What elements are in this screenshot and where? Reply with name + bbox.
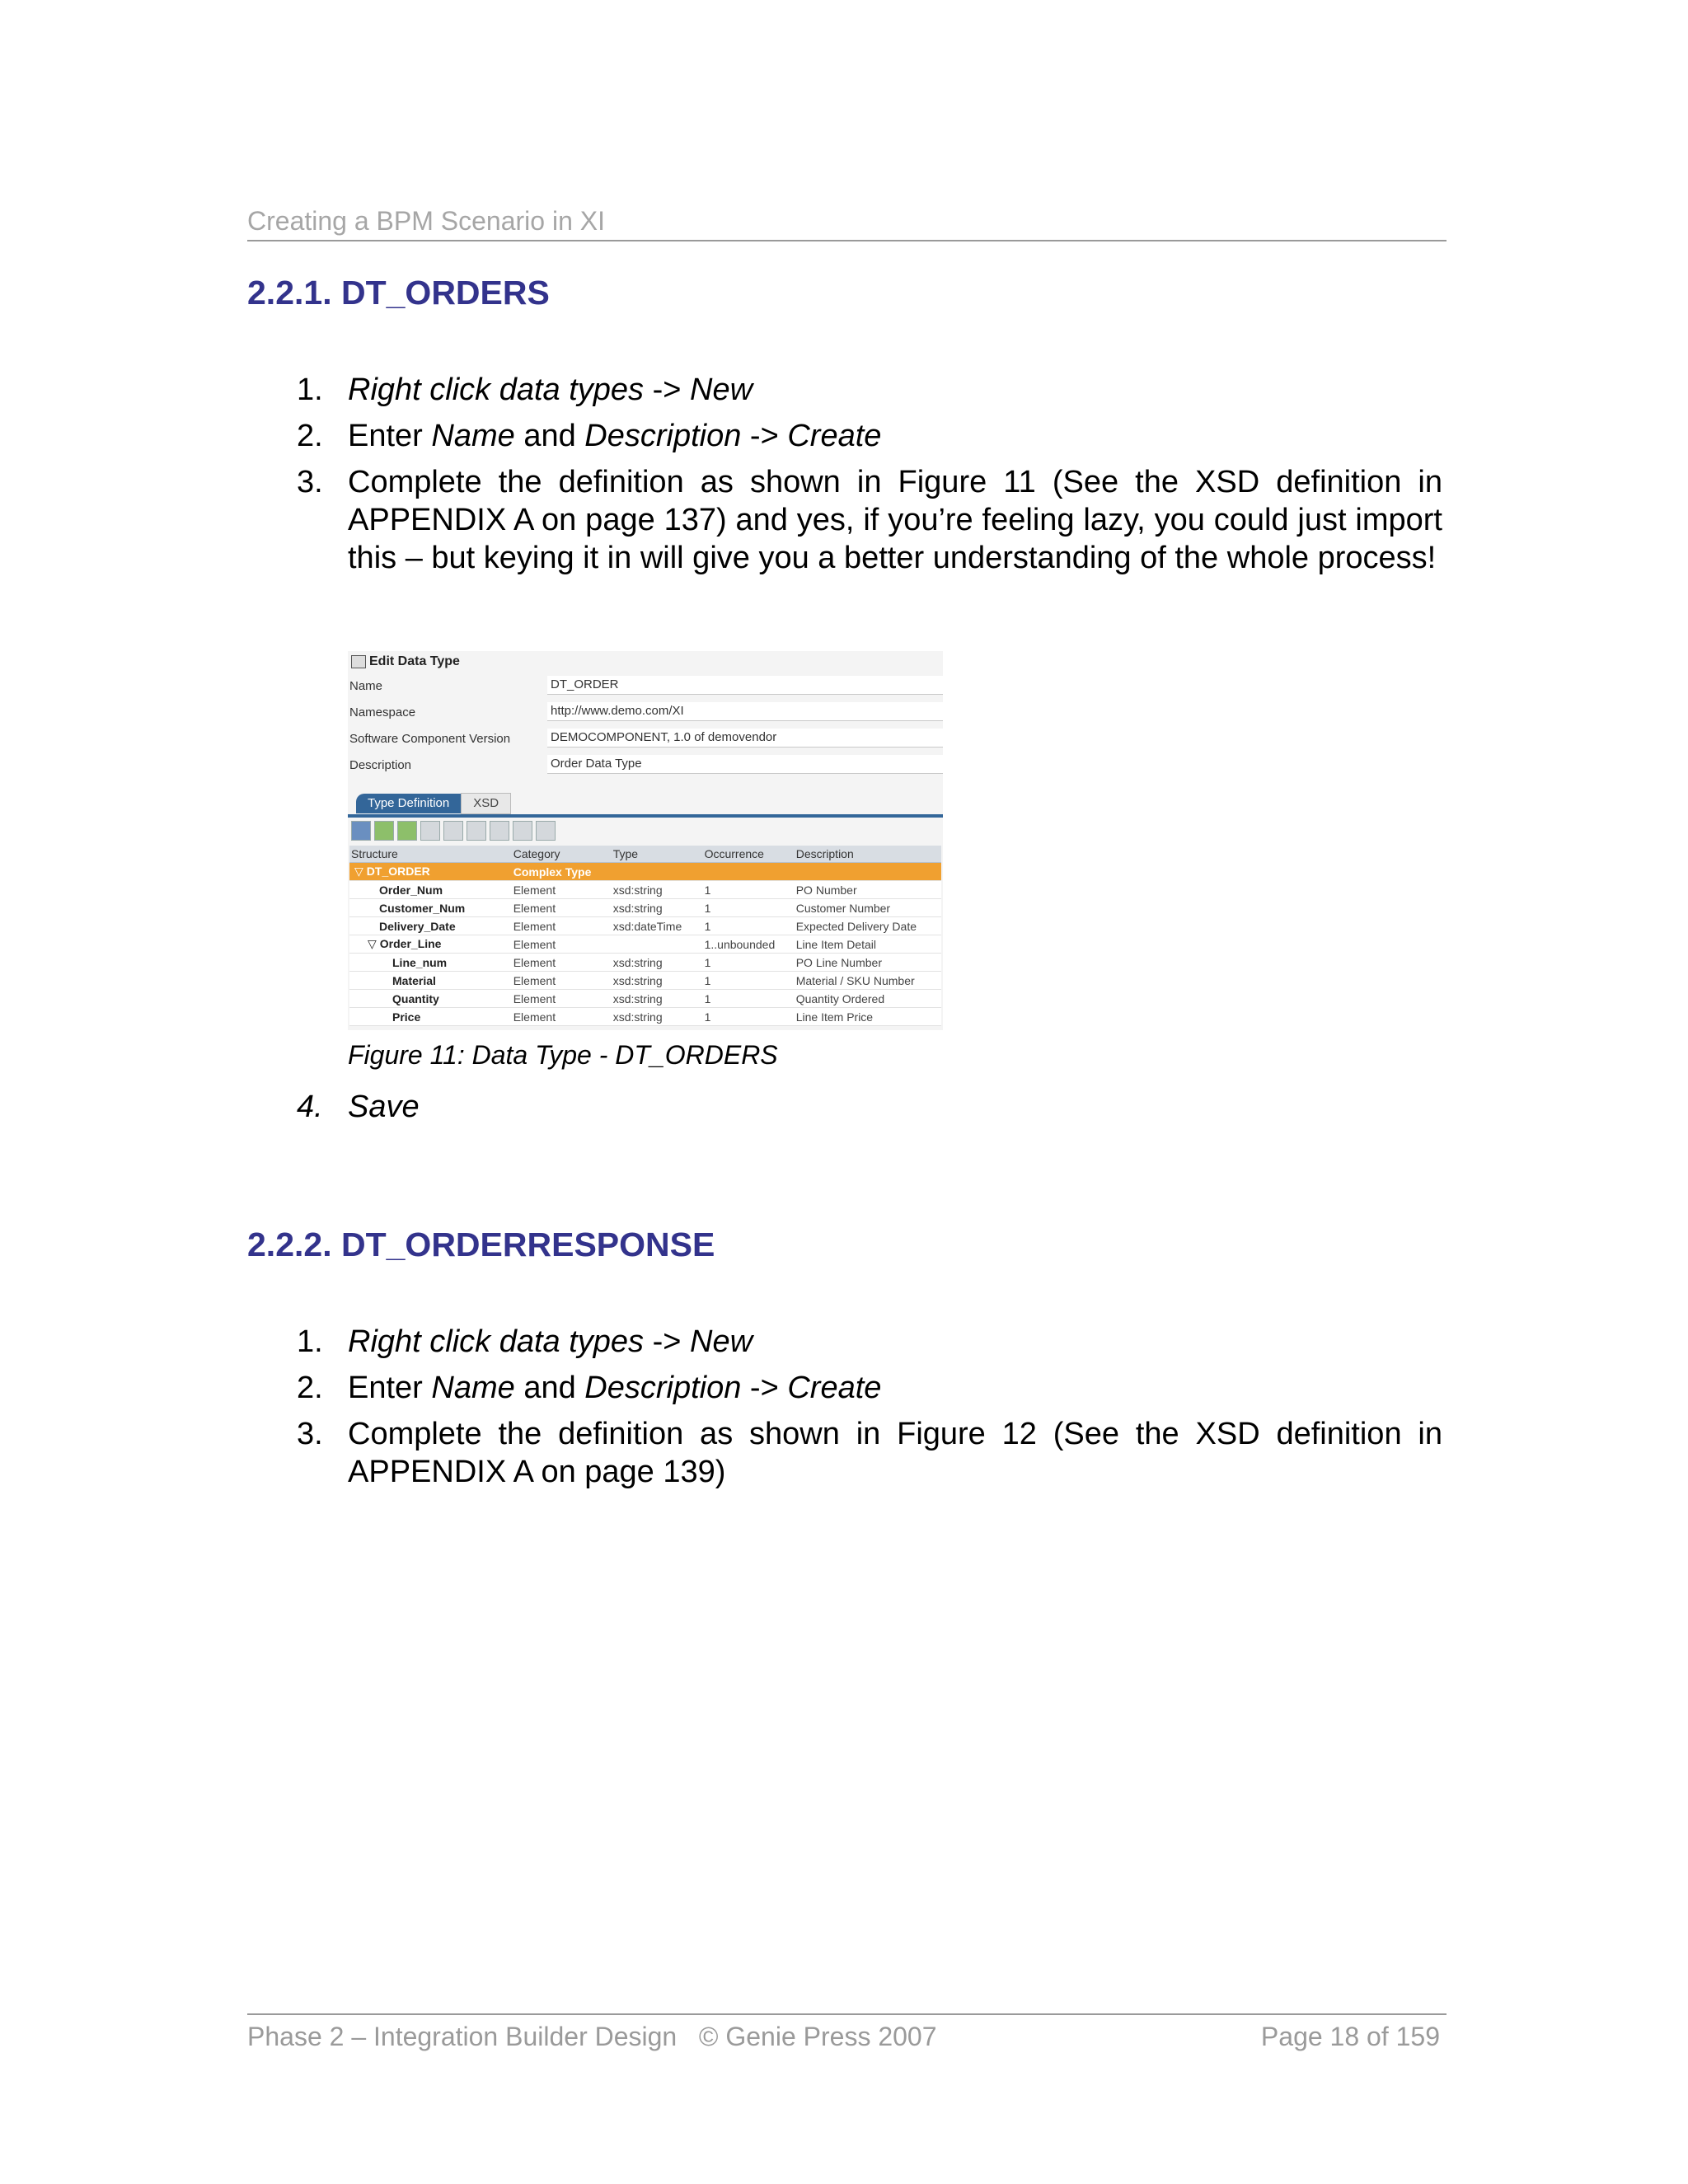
structure-cell — [349, 990, 512, 1008]
structure-name: DT_ORDER — [366, 865, 430, 878]
step-text: -> — [644, 1324, 691, 1359]
list-item — [297, 1323, 1442, 1361]
type-cell — [612, 935, 703, 954]
table-row[interactable] — [349, 881, 941, 899]
structure-cell — [349, 917, 512, 935]
step-text: and — [514, 1371, 585, 1405]
running-header: Creating a BPM Scenario in XI — [247, 206, 1447, 241]
paste-icon[interactable] — [467, 821, 486, 841]
table-row[interactable] — [349, 863, 941, 881]
description-cell: Line Item Detail — [795, 935, 941, 954]
tab-xsd[interactable]: XSD — [461, 793, 511, 814]
structure-name: Material — [392, 973, 436, 987]
occurrence-cell: 1 — [703, 917, 795, 935]
column-header[interactable]: Structure — [349, 846, 512, 863]
step-text: Description — [584, 1371, 742, 1405]
table-row[interactable] — [349, 935, 941, 954]
list-item — [297, 1369, 1442, 1407]
step-text: New — [690, 1324, 753, 1359]
type-cell: xsd:string — [612, 954, 703, 972]
list-item — [297, 371, 1442, 409]
move-up-icon[interactable] — [513, 821, 532, 841]
attribute-label: Software Component Version — [349, 732, 511, 746]
list-item — [297, 1415, 1442, 1491]
attribute-row — [349, 729, 941, 750]
step-text: New — [690, 373, 753, 407]
description-cell: Expected Delivery Date — [795, 917, 941, 935]
step-text: Create — [787, 1371, 882, 1405]
category-cell: Complex Type — [512, 863, 612, 881]
type-cell: xsd:dateTime — [612, 917, 703, 935]
description-cell: Customer Number — [795, 899, 941, 917]
table-row[interactable] — [349, 972, 941, 990]
description-cell: Material / SKU Number — [795, 972, 941, 990]
type-cell: xsd:string — [612, 990, 703, 1008]
column-header[interactable]: Type — [612, 846, 703, 863]
type-cell — [612, 863, 703, 881]
figure-caption: Figure 11: Data Type - DT_ORDERS — [348, 1040, 778, 1070]
category-cell: Element — [512, 881, 612, 899]
type-cell: xsd:string — [612, 972, 703, 990]
table-row[interactable] — [349, 954, 941, 972]
section-title-dt-orderresponse: 2.2.2. DT_ORDERRESPONSE — [247, 1226, 715, 1263]
step-text: -> — [741, 1371, 788, 1405]
attribute-value-field[interactable]: http://www.demo.com/XI — [547, 702, 943, 721]
step-text: Enter — [348, 1371, 432, 1405]
occurrence-cell: 1 — [703, 972, 795, 990]
attribute-value-field[interactable]: DT_ORDER — [547, 676, 943, 695]
attribute-label: Name — [349, 679, 383, 693]
step-number: 1. — [297, 373, 323, 407]
table-row[interactable] — [349, 899, 941, 917]
figure-tabs — [356, 793, 511, 814]
occurrence-cell: 1 — [703, 881, 795, 899]
structure-name: Delivery_Date — [379, 919, 456, 933]
structure-cell — [349, 863, 512, 881]
category-cell: Element — [512, 954, 612, 972]
structure-cell — [349, 972, 512, 990]
attribute-value-field[interactable]: Order Data Type — [547, 755, 943, 774]
structure-name: Order_Line — [379, 937, 442, 950]
occurrence-cell: 1..unbounded — [703, 935, 795, 954]
structure-name: Price — [392, 1010, 421, 1024]
structure-cell — [349, 899, 512, 917]
step-text: -> — [644, 373, 691, 407]
step-text: Right click data types — [348, 1324, 645, 1359]
category-cell: Element — [512, 1008, 612, 1026]
description-cell: Quantity Ordered — [795, 990, 941, 1008]
step-number: 2. — [297, 419, 323, 453]
structure-table — [349, 846, 941, 1026]
attribute-row — [349, 676, 941, 697]
step-number: 3. — [297, 465, 323, 499]
table-row[interactable] — [349, 990, 941, 1008]
refresh-icon[interactable] — [351, 821, 371, 841]
attribute-label: Namespace — [349, 705, 416, 719]
step-text: Create — [787, 419, 882, 453]
section-title-dt-orders: 2.2.1. DT_ORDERS — [247, 274, 550, 312]
figure-edit-data-type-screenshot — [348, 651, 943, 1030]
insert-element-icon[interactable] — [374, 821, 394, 841]
occurrence-cell — [703, 863, 795, 881]
figure-title: Edit Data Type — [351, 654, 460, 669]
description-cell — [795, 863, 941, 881]
occurrence-cell: 1 — [703, 899, 795, 917]
step-number: 1. — [297, 1324, 323, 1359]
type-cell: xsd:string — [612, 1008, 703, 1026]
figure-toolbar — [351, 821, 559, 842]
list-item: 4. Save — [297, 1090, 420, 1124]
category-cell: Element — [512, 972, 612, 990]
structure-cell — [349, 954, 512, 972]
step-text: Name — [431, 1371, 515, 1405]
structure-cell — [349, 1008, 512, 1026]
description-cell: PO Line Number — [795, 954, 941, 972]
step-text: Complete the definition as shown in Figure 12 (See the XSD definition in APPENDIX A on page 139) — [348, 1417, 1442, 1489]
step-text: Enter — [348, 419, 432, 453]
list-item — [297, 417, 1442, 455]
attribute-row — [349, 702, 941, 724]
footer-left: Phase 2 – Integration Builder Design © Genie Press 2007 — [247, 2022, 937, 2051]
expand-icon[interactable]: ▽ — [354, 865, 363, 878]
tab-type-definition[interactable]: Type Definition — [356, 794, 461, 813]
occurrence-cell: 1 — [703, 1008, 795, 1026]
column-header[interactable]: Occurrence — [703, 846, 795, 863]
step-text: Right click data types — [348, 373, 645, 407]
structure-name: Order_Num — [379, 883, 443, 897]
step-text: and — [514, 419, 585, 453]
occurrence-cell: 1 — [703, 990, 795, 1008]
sort-icon[interactable] — [490, 821, 509, 841]
description-cell: PO Number — [795, 881, 941, 899]
column-header[interactable]: Description — [795, 846, 941, 863]
category-cell: Element — [512, 917, 612, 935]
copy-icon[interactable] — [443, 821, 463, 841]
step-text: Complete the definition as shown in Figure 11 (See the XSD definition in APPENDIX A on page 137) and yes, if you’re feeling lazy, you could just import this – but keying it in will give you a better understanding of the whole process! — [348, 465, 1442, 575]
details-icon[interactable] — [536, 821, 556, 841]
expand-icon[interactable]: ▽ — [368, 937, 377, 950]
structure-name: Customer_Num — [379, 901, 466, 915]
step-number: 2. — [297, 1371, 323, 1405]
structure-cell — [349, 935, 512, 954]
step-text: Description — [584, 419, 742, 453]
category-cell: Element — [512, 935, 612, 954]
table-row[interactable] — [349, 917, 941, 935]
page-footer — [247, 2013, 1447, 2052]
attribute-label: Description — [349, 758, 412, 772]
type-cell: xsd:string — [612, 881, 703, 899]
occurrence-cell: 1 — [703, 954, 795, 972]
type-cell: xsd:string — [612, 899, 703, 917]
column-header[interactable]: Category — [512, 846, 612, 863]
step-list-dt-orderresponse — [297, 1323, 1442, 1499]
step-list-dt-orders-continued — [297, 1088, 1442, 1134]
category-cell: Element — [512, 990, 612, 1008]
attribute-row — [349, 755, 941, 776]
table-row[interactable] — [349, 1008, 941, 1026]
step-list-dt-orders — [297, 371, 1442, 585]
list-item — [297, 463, 1442, 577]
description-cell: Line Item Price — [795, 1008, 941, 1026]
attribute-value-field[interactable]: DEMOCOMPONENT, 1.0 of demovendor — [547, 729, 943, 748]
step-number: 3. — [297, 1417, 323, 1451]
data-type-icon — [351, 655, 366, 668]
page-number: Page 18 of 159 — [1260, 2022, 1440, 2051]
step-text: -> — [741, 419, 788, 453]
structure-cell — [349, 881, 512, 899]
structure-name: Line_num — [392, 955, 448, 969]
step-text: Name — [431, 419, 515, 453]
insert-subelement-icon[interactable] — [397, 821, 417, 841]
structure-name: Quantity — [392, 991, 439, 1005]
category-cell: Element — [512, 899, 612, 917]
delete-icon[interactable] — [420, 821, 440, 841]
tab-underline — [348, 814, 943, 818]
